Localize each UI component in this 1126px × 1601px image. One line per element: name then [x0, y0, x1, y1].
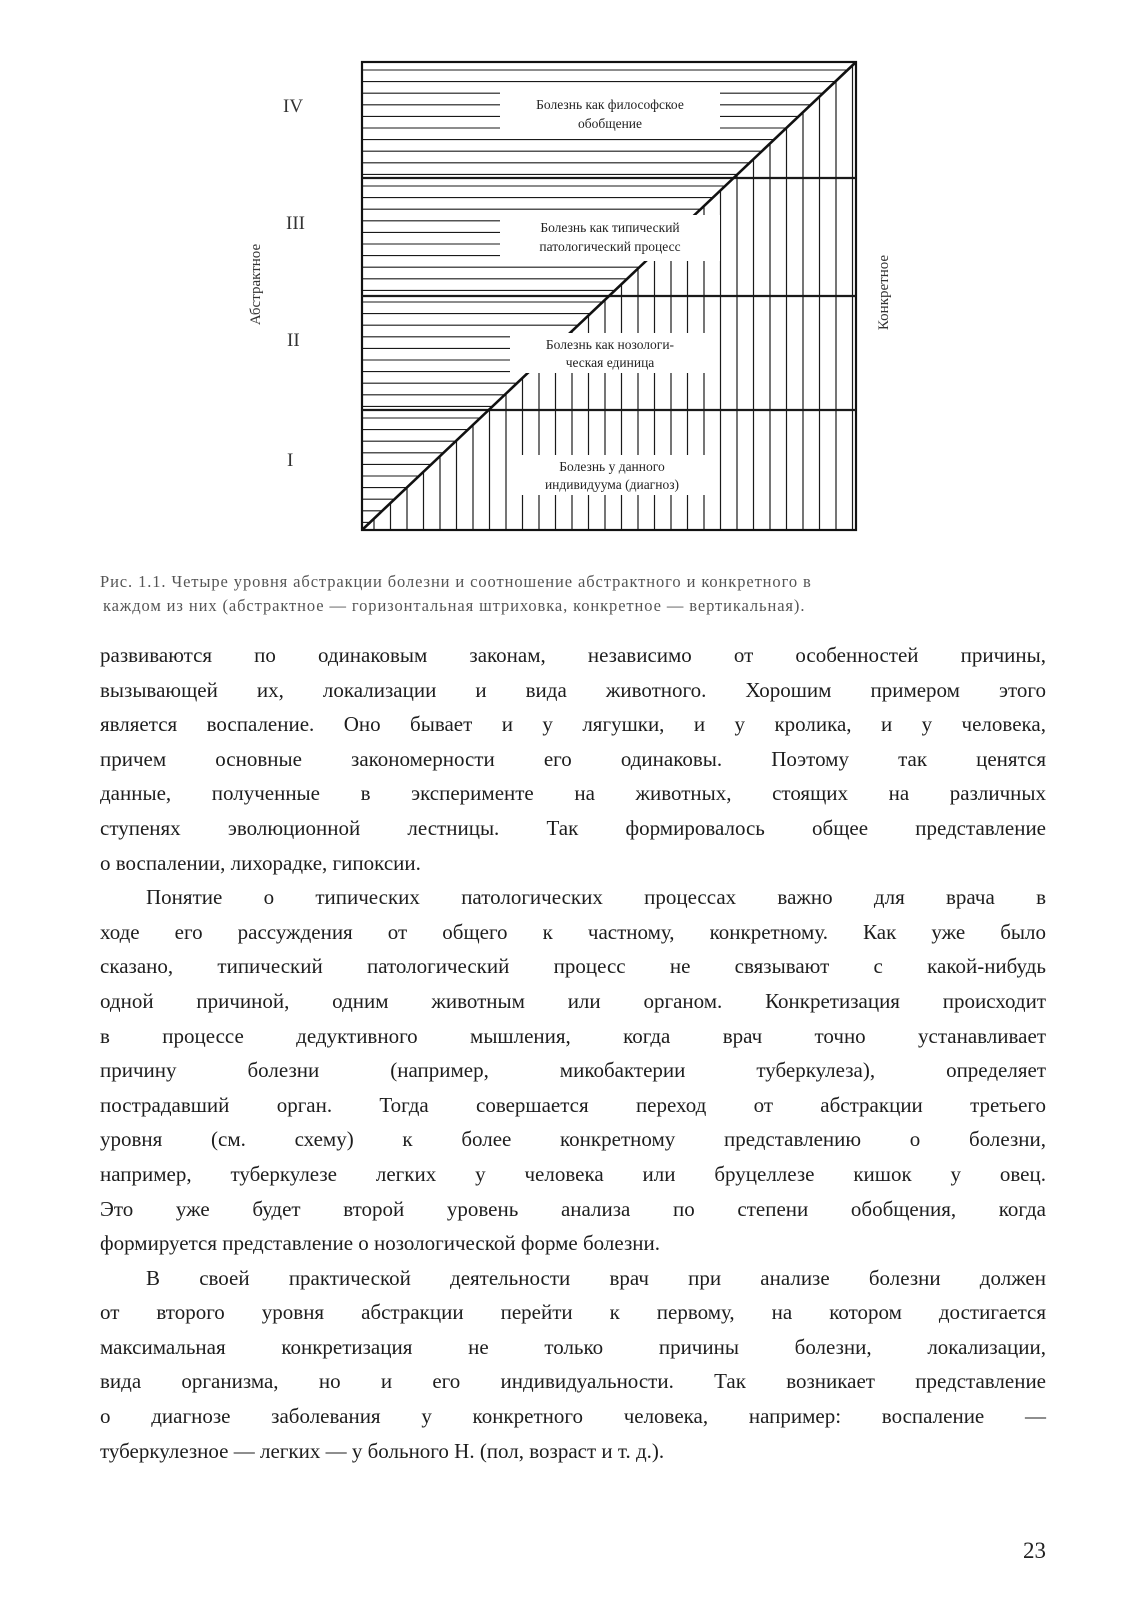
- box-level-1-line2: индивидуума (диагноз): [544, 477, 680, 492]
- axis-label-abstract: Абстрактное: [248, 243, 265, 326]
- text-line: В своей практической деятельности врач при анализе болезни должен: [146, 1265, 1046, 1290]
- text-line: пострадавший орган. Тогда совершается переход от абстракции третьего: [100, 1092, 1046, 1117]
- box-level-1: [515, 455, 709, 495]
- level-dividers: [362, 178, 856, 410]
- box-level-2-line1: Болезнь как нозологи-: [545, 337, 675, 352]
- box-level-1-line1: Болезнь у данного: [559, 459, 665, 474]
- text-line: от второго уровня абстракции перейти к первому, на котором достигается: [100, 1300, 1046, 1325]
- paragraph-3: [100, 1261, 1046, 1469]
- text-line: о диагнозе заболевания у конкретного человека, например: воспаление —: [100, 1404, 1046, 1429]
- text-line: о воспалении, лихорадке, гипоксии.: [100, 850, 421, 875]
- level-label-4: IV: [283, 96, 304, 117]
- box-level-3: [500, 215, 720, 261]
- level-label-3: III: [286, 213, 305, 234]
- text-line: ступенях эволюционной лестницы. Так формировалось общее представление: [100, 815, 1046, 840]
- abstraction-levels-diagram: [0, 0, 1126, 560]
- text-line: формируется представление о нозологической форме болезни.: [100, 1231, 660, 1256]
- text-line: например, туберкулезе легких у человека или бруцеллезе кишок у овец.: [100, 1161, 1046, 1186]
- figure-caption-line1: Рис. 1.1. Четыре уровня абстракции болезни и соотношение абстрактного и конкретного в: [100, 572, 812, 591]
- figure-caption-line2: каждом из них (абстрактное — горизонтальная штриховка, конкретное — вертикальная).: [103, 596, 806, 615]
- body-text: [100, 638, 1046, 1468]
- text-line: Это уже будет второй уровень анализа по степени обобщения, когда: [100, 1196, 1046, 1221]
- paragraph-1: [100, 638, 1046, 880]
- text-line: ходе его рассуждения от общего к частному, конкретному. Как уже было: [100, 919, 1046, 944]
- box-level-2: [510, 333, 708, 373]
- text-line: туберкулезное — легких — у больного Н. (пол, возраст и т. д.).: [100, 1438, 665, 1463]
- text-line: вызывающей их, локализации и вида животного. Хорошим примером этого: [100, 677, 1046, 702]
- box-level-4: [500, 92, 720, 136]
- text-line: причем основные закономерности его одинаковы. Поэтому так ценятся: [100, 746, 1046, 771]
- text-line: причину болезни (например, микобактерии туберкулеза), определяет: [100, 1058, 1046, 1083]
- box-level-4-line2: обобщение: [577, 116, 643, 131]
- text-line: данные, полученные в эксперименте на животных, стоящих на различных: [100, 781, 1046, 806]
- box-level-3-line2: патологический процесс: [539, 239, 681, 254]
- level-label-2: II: [287, 330, 300, 351]
- box-level-2-line2: ческая единица: [565, 355, 655, 370]
- level-label-1: I: [287, 450, 294, 471]
- text-line: развиваются по одинаковым законам, независимо от особенностей причины,: [100, 643, 1046, 667]
- text-line: вида организма, но и его индивидуальности. Так возникает представление: [100, 1369, 1046, 1394]
- axis-label-concrete: Конкретное: [876, 254, 893, 331]
- page-number: 23: [1023, 1538, 1046, 1563]
- text-line: в процессе дедуктивного мышления, когда врач точно устанавливает: [100, 1023, 1046, 1048]
- text-line: сказано, типический патологический процесс не связывают с какой-нибудь: [100, 954, 1046, 979]
- box-level-3-line1: Болезнь как типический: [540, 220, 680, 235]
- box-level-4-line1: Болезнь как философское: [536, 97, 684, 112]
- text-line: Понятие о типических патологических процессах важно для врача в: [146, 885, 1046, 910]
- text-line: уровня (см. схему) к более конкретному представлению о болезни,: [100, 1127, 1046, 1152]
- paragraph-2: [100, 880, 1046, 1261]
- text-line: одной причиной, одним животным или органом. Конкретизация происходит: [100, 988, 1046, 1013]
- text-line: является воспаление. Оно бывает и у лягушки, и у кролика, и у человека,: [100, 712, 1046, 737]
- text-line: максимальная конкретизация не только причины болезни, локализации,: [100, 1334, 1046, 1359]
